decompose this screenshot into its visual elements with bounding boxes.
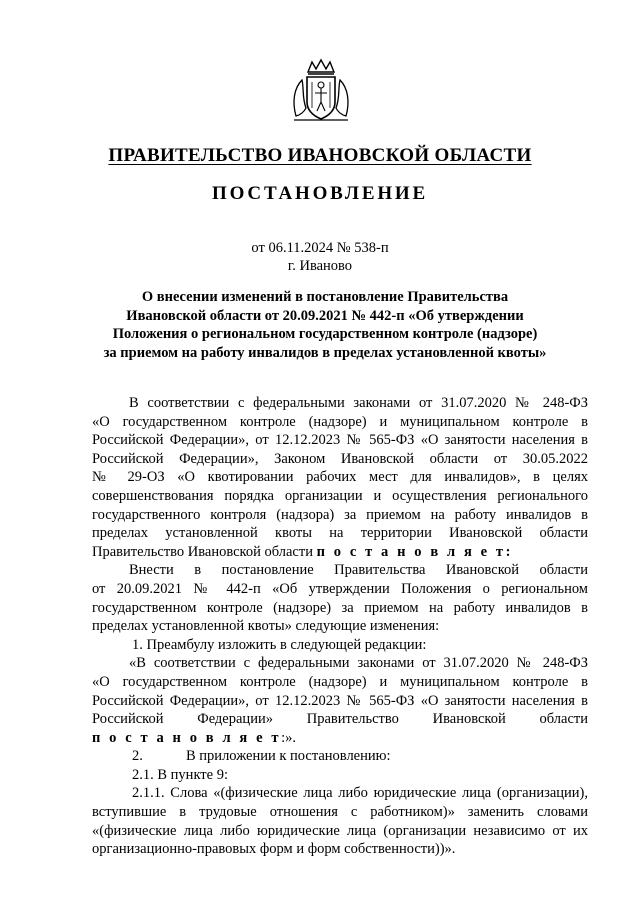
subject-line: О внесении изменений в постановление Правительства [141,289,509,305]
ivanovo-coat-of-arms-icon [290,58,352,124]
preamble-line: В соответствии с федеральными законами от 31.07.2020 № 248-ФЗ [129,395,588,411]
item-2-heading [92,747,588,766]
preamble-line: «О государственном контроле (надзоре) и муниципальном контроле в [92,413,588,430]
item-2-1-1-line: вступившие в трудовые отношения с работником)» заменить словами [92,804,588,821]
decree-line: государственном контроле (надзоре) за приемом на работу инвалидов в [92,599,588,616]
item-2-1: 2.1. В пункте 9: [132,766,228,783]
item-2-1-1-line: «(физические лица либо юридические лица (организации независимо от их [92,822,588,839]
item-2-number: 2. [132,748,143,765]
document-date-number: от 06.11.2024 № 538-п [251,240,389,256]
item-1-quote-line: Российской Федерации», от 12.12.2023 № 565-ФЗ «О занятости населения в [92,692,588,709]
preamble-line: пределах установленной квоты на территории Ивановской области [92,525,588,542]
preamble-closing-line [92,543,588,562]
subject-line: Положения о региональном государственном контроле (надзоре) [112,326,538,343]
item-1-quote-line: «В соответствии с федеральными законами от 31.07.2020 № 248-ФЗ [129,655,588,672]
preamble-line: № 29-ОЗ «О квотировании рабочих мест для инвалидов», в целях [92,469,588,486]
item-1-decree-suffix: :». [281,729,296,746]
decree-line: от 20.09.2021 № 442-п «Об утверждении Положения о региональном [92,580,588,597]
item-1-heading: 1. Преамбулу изложить в следующей редакции: [132,636,427,653]
decree-word: п о с т а н о в л я е т: [316,543,514,560]
preamble-line: Российской Федерации», от 12.12.2023 № 565-ФЗ «О занятости населения в [92,432,588,449]
item-2-1-1-line: 2.1.1. Слова «(физические лица либо юридические лица (организации), [132,785,588,802]
item-2-1-1-line: организационно-правовых форм и форм собственности))». [92,841,456,858]
document-type: ПОСТАНОВЛЕНИЕ [212,183,428,204]
preamble-government-text: Правительство Ивановской области [92,543,313,560]
subject-line: Ивановской области от 20.09.2021 № 442-п «Об утверждении [126,307,524,324]
preamble-line: совершенствования порядка организации и осуществления регионального [92,487,588,504]
item-2-text: В приложении к постановлению: [186,748,391,765]
preamble-line: государственного контроля (надзора) за приемом на работу инвалидов в [92,506,588,523]
document-city: г. Иваново [287,258,353,274]
document-subject [80,288,570,362]
item-1-decree-word: п о с т а н о в л я е т [92,729,282,746]
preamble-line: Российской Федерации», Законом Ивановской области от 30.05.2022 [92,450,588,467]
item-1-decree-line [92,729,588,748]
item-1-quote-line: «О государственном контроле (надзоре) и муниципальном контроле в [92,673,588,690]
document-body [92,394,588,859]
subject-line: за приемом на работу инвалидов в пределах установленной квоты» [103,344,547,361]
item-1-quote-line: Российской Федерации» Правительство Ивановской области [92,711,588,728]
decree-line: Внести в постановление Правительства Ивановской области [129,562,588,579]
decree-line: пределах установленной квоты» следующие изменения: [92,618,440,635]
organization-title: ПРАВИТЕЛЬСТВО ИВАНОВСКОЙ ОБЛАСТИ [108,145,532,166]
